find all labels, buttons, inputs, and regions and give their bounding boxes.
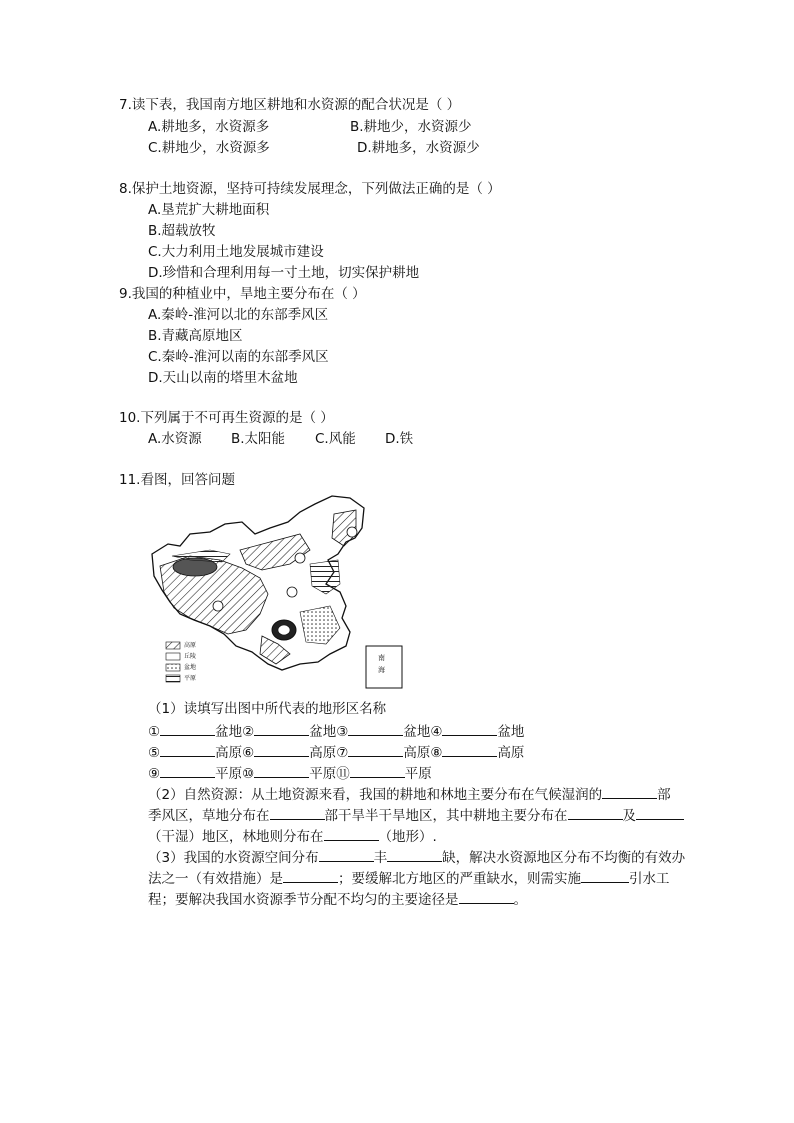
legend-plain: 平原 bbox=[184, 675, 197, 682]
p3-text-2: 丰 bbox=[373, 850, 388, 866]
row2-label-5: 高原 bbox=[497, 745, 525, 761]
p3-text-8: 。 bbox=[513, 892, 527, 908]
q7-option-d: D.耕地多，水资源少 bbox=[357, 140, 480, 156]
blank-11[interactable] bbox=[350, 763, 405, 778]
q11-part3-line1 bbox=[148, 847, 685, 867]
row1-label-1: ① bbox=[148, 724, 161, 740]
p2-text-2: 部 bbox=[657, 787, 671, 803]
blank-3[interactable] bbox=[348, 721, 403, 736]
q7-stem: 7.读下表，我国南方地区耕地和水资源的配合状况是（ ） bbox=[119, 97, 461, 113]
q7-option-b: B.耕地少，水资源少 bbox=[350, 119, 472, 135]
p2-text-1: （2）自然资源：从土地资源来看，我国的耕地和林地主要分布在气候湿润的 bbox=[148, 787, 603, 803]
q8-option-c: C.大力利用土地发展城市建设 bbox=[148, 244, 324, 260]
row3-label-2: 平原⑩ bbox=[215, 766, 255, 782]
q10-stem: 10.下列属于不可再生资源的是（ ） bbox=[119, 410, 334, 426]
blank-10[interactable] bbox=[254, 763, 309, 778]
p2-text-7: （地形）. bbox=[378, 829, 437, 845]
q9-option-d: D.天山以南的塔里木盆地 bbox=[148, 370, 298, 386]
q10-option-a: A.水资源 bbox=[148, 431, 202, 447]
q11-row3 bbox=[148, 763, 432, 783]
q11-stem: 11.看图，回答问题 bbox=[119, 472, 235, 488]
blank-6[interactable] bbox=[254, 742, 309, 757]
blank-4[interactable] bbox=[442, 721, 497, 736]
blank-14[interactable] bbox=[568, 805, 623, 820]
q11-row2 bbox=[148, 742, 524, 762]
row1-label-3: 盆地③ bbox=[309, 724, 349, 740]
blank-18[interactable] bbox=[387, 847, 442, 862]
q11-part1-title: （1）读填写出图中所代表的地形区名称 bbox=[148, 701, 387, 717]
legend-plateau: 高原 bbox=[184, 642, 197, 649]
inset-label-2: 海 bbox=[378, 666, 385, 674]
blank-13[interactable] bbox=[270, 805, 325, 820]
blank-1[interactable] bbox=[160, 721, 215, 736]
blank-5[interactable] bbox=[160, 742, 215, 757]
row1-label-5: 盆地 bbox=[497, 724, 525, 740]
row3-label-1: ⑨ bbox=[148, 766, 161, 782]
legend-hills: 丘陵 bbox=[184, 653, 197, 660]
p3-text-3: 缺，解决水资源地区分布不均衡的有效办 bbox=[442, 850, 686, 866]
q10-option-b: B.太阳能 bbox=[231, 431, 286, 447]
china-terrain-map bbox=[150, 494, 406, 690]
blank-8[interactable] bbox=[442, 742, 497, 757]
q11-row1 bbox=[148, 721, 524, 741]
inset-label-1: 南 bbox=[378, 654, 385, 662]
q7-option-a: A.耕地多，水资源多 bbox=[148, 119, 270, 135]
blank-19[interactable] bbox=[283, 868, 338, 883]
p2-text-5: 及 bbox=[622, 808, 636, 824]
q8-option-a: A.垦荒扩大耕地面积 bbox=[148, 202, 270, 218]
p3-text-6: 引水工 bbox=[629, 871, 670, 887]
p3-text-7: 程；要解决我国水资源季节分配不均匀的主要途径是 bbox=[148, 892, 459, 908]
row1-label-4: 盆地④ bbox=[403, 724, 443, 740]
p3-text-4: 法之一（有效措施）是 bbox=[148, 871, 283, 887]
row2-label-1: ⑤ bbox=[148, 745, 161, 761]
blank-15[interactable] bbox=[636, 805, 684, 820]
row2-label-3: 高原⑦ bbox=[309, 745, 349, 761]
p2-text-3: 季风区，草地分布在 bbox=[148, 808, 270, 824]
blank-12[interactable] bbox=[602, 784, 657, 799]
p3-text-1: （3）我国的水资源空间分布 bbox=[148, 850, 319, 866]
p2-text-6: （干湿）地区，林地则分布在 bbox=[148, 829, 324, 845]
q7-option-c: C.耕地少，水资源多 bbox=[148, 140, 270, 156]
blank-16[interactable] bbox=[324, 826, 379, 841]
blank-17[interactable] bbox=[319, 847, 374, 862]
q11-part3-line3 bbox=[148, 889, 527, 909]
q8-option-d: D.珍惜和合理利用每一寸土地，切实保护耕地 bbox=[148, 265, 420, 281]
q10-option-c: C.风能 bbox=[315, 431, 356, 447]
p2-text-4: 部干旱半干旱地区，其中耕地主要分布在 bbox=[324, 808, 568, 824]
q11-part3-line2 bbox=[148, 868, 670, 888]
blank-9[interactable] bbox=[160, 763, 215, 778]
blank-21[interactable] bbox=[459, 889, 514, 904]
row3-label-4: 平原 bbox=[404, 766, 432, 782]
q9-option-c: C.秦岭-淮河以南的东部季风区 bbox=[148, 349, 329, 365]
map-legend bbox=[184, 640, 196, 684]
q10-option-d: D.铁 bbox=[385, 431, 414, 447]
q9-option-b: B.青藏高原地区 bbox=[148, 328, 243, 344]
q11-part2-line2 bbox=[148, 805, 684, 825]
row2-label-2: 高原⑥ bbox=[215, 745, 255, 761]
q9-option-a: A.秦岭-淮河以北的东部季风区 bbox=[148, 307, 329, 323]
blank-20[interactable] bbox=[581, 868, 629, 883]
blank-2[interactable] bbox=[254, 721, 309, 736]
q11-part2-line1 bbox=[148, 784, 671, 804]
q11-part2-line3 bbox=[148, 826, 437, 846]
row2-label-4: 高原⑧ bbox=[403, 745, 443, 761]
p3-text-5: ；要缓解北方地区的严重缺水，则需实施 bbox=[338, 871, 581, 887]
legend-basin: 盆地 bbox=[184, 664, 197, 671]
q8-stem: 8.保护土地资源，坚持可持续发展理念，下列做法正确的是（ ） bbox=[119, 181, 501, 197]
q9-stem: 9.我国的种植业中，旱地主要分布在（ ） bbox=[119, 286, 366, 302]
q8-option-b: B.超载放牧 bbox=[148, 223, 216, 239]
row3-label-3: 平原⑪ bbox=[309, 766, 350, 782]
row1-label-2: 盆地② bbox=[215, 724, 255, 740]
blank-7[interactable] bbox=[348, 742, 403, 757]
